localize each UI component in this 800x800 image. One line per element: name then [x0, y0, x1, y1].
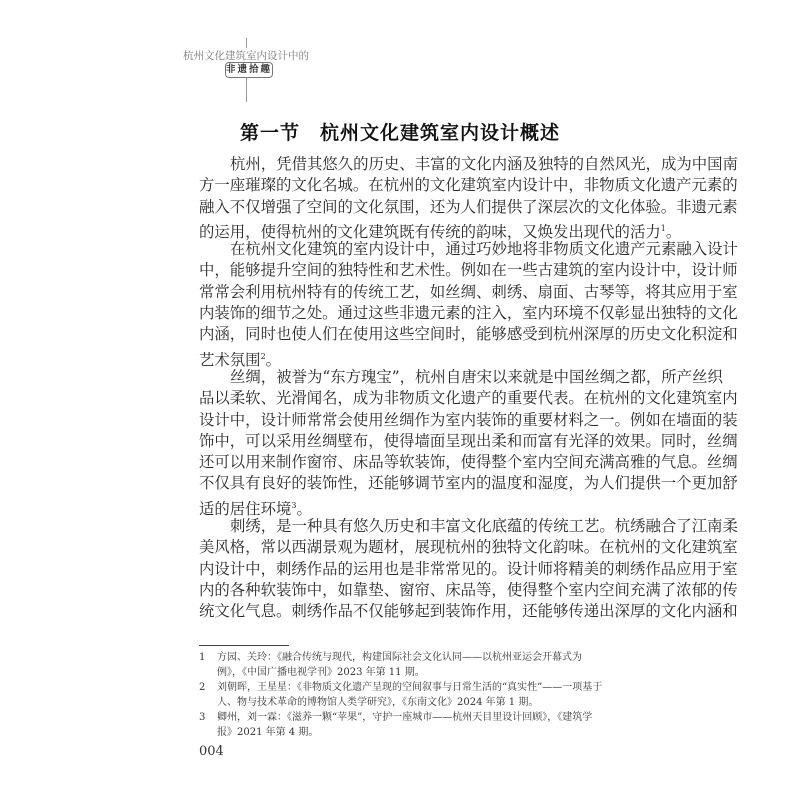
- paragraph: [199, 516, 738, 622]
- footnote-number: 2: [199, 682, 206, 693]
- text-line: [199, 410, 738, 431]
- footnote: [199, 711, 606, 740]
- line-text: 常常会利用杭州特有的传统工艺，如丝绸、刺绣、扇面、古琴等，将其应用于室: [199, 282, 738, 301]
- text-line: [199, 260, 738, 281]
- paragraph: [199, 367, 738, 518]
- text-line: [199, 580, 738, 601]
- line-text: 艺术氛围: [199, 350, 261, 369]
- footnote-text: 卿州，刘一霖：《滋养一颗“苹果”，守护一座城市——杭州天目里设计回顾》，《建筑学报》2021 年第 4 期。: [217, 712, 593, 738]
- footnote-text: 刘朝晖，王星星：《非物质文化遗产呈现的空间叙事与日常生活的“真实性”——一项基于人、物与技术革命的博物馆人类学研究》，《东南文化》2024 年第 1 期。: [217, 682, 603, 708]
- line-text: 还可以用来制作窗帘、床品等软装饰，使得整个室内空间充满高雅的气息。丝绸: [199, 453, 738, 472]
- text-line: [199, 324, 738, 345]
- text-line: [199, 601, 738, 622]
- paragraph: [199, 154, 738, 242]
- header-divider: [246, 38, 247, 48]
- line-text: 内设计中，刺绣作品的运用也是非常常见的。设计师将精美的刺绣作品应用于室: [199, 559, 738, 578]
- footnote-ref[interactable]: 2: [260, 351, 266, 361]
- line-text: 刺绣，是一种具有悠久历史和丰富文化底蕴的传统工艺。杭绣融合了江南柔: [230, 517, 738, 536]
- footnote: [199, 681, 606, 710]
- text-line: [199, 218, 682, 242]
- text-line: [199, 367, 723, 388]
- line-text: 适的居住环境: [199, 499, 292, 518]
- line-text: 丝绸，被誉为“东方瑰宝”，杭州自唐宋以来就是中国丝绸之都，所产丝织: [230, 367, 723, 386]
- footnote-text: 方园、关玲：《融合传统与现代，构建国际社会文化认同——以杭州亚运会开幕式为例》，《中国广播电视学刊》2023 年第 11 期。: [217, 652, 582, 678]
- footnote: [199, 651, 606, 680]
- text-line: [199, 431, 738, 452]
- line-text: 设计中，设计师常常会使用丝绸作为室内装饰的重要材料之一。例如在墙面的装: [199, 410, 738, 429]
- paragraph: [199, 239, 738, 369]
- line-text: 品以柔软、光滑闻名，成为非物质文化遗产的重要代表。在杭州的文化建筑室内: [199, 389, 738, 408]
- line-text: 在杭州文化建筑的室内设计中，通过巧妙地将非物质文化遗产元素融入设计: [230, 240, 738, 259]
- body-text: [199, 154, 738, 623]
- line-text: 杭州，凭借其悠久的历史、丰富的文化内涵及独特的自然风光，成为中国南: [230, 155, 738, 173]
- text-line: [199, 452, 738, 473]
- text-line: [199, 388, 738, 409]
- footnotes: [199, 651, 606, 741]
- text-line: [199, 495, 606, 516]
- section-title: 第一节 杭州文化建筑室内设计概述: [239, 122, 560, 144]
- running-header-series: 非遗拾趣: [225, 62, 273, 78]
- line-text: 内的各种软装饰中，如靠垫、窗帘、床品等，使得整个室内空间充满了浓郁的传: [199, 580, 738, 599]
- text-line: [199, 559, 738, 580]
- header-divider: [246, 78, 247, 102]
- text-line: [199, 282, 738, 303]
- footnote-number: 1: [199, 652, 206, 663]
- line-text: 融入不仅增强了空间的文化氛围，还为人们提供了深层次的文化体验。非遗元素: [199, 197, 738, 216]
- text-line: [199, 197, 738, 218]
- line-text: 统文化气息。刺绣作品不仅能够起到装饰作用，还能够传递出深厚的文化内涵和: [199, 602, 738, 621]
- line-text: 中，能够提升空间的独特性和艺术性。例如在一些古建筑的室内设计中，设计师: [199, 261, 738, 280]
- footnote-rule: [199, 645, 289, 646]
- text-line: [199, 473, 738, 494]
- text-line: [199, 303, 738, 324]
- footnote-ref[interactable]: 3: [291, 500, 297, 510]
- line-text: 方一座璀璨的文化名城。在杭州的文化建筑室内设计中，非物质文化遗产元素的: [199, 176, 738, 195]
- punctuation: 。: [296, 499, 312, 518]
- page-number: 004: [199, 744, 224, 759]
- line-text: 饰中，可以采用丝绸壁布，使得墙面呈现出柔和而富有光泽的效果。同时，丝绸: [199, 431, 738, 450]
- text-line: [199, 154, 738, 175]
- punctuation: 。: [265, 350, 282, 369]
- text-line: [199, 175, 738, 196]
- line-text: 美风格，常以西湖景观为题材，展现杭州的独特文化韵味。在杭州的文化建筑室: [199, 538, 738, 557]
- text-line: [199, 516, 738, 537]
- line-text: 的运用，使得杭州的文化建筑既有传统的韵味，又焕发出现代的活力: [199, 223, 661, 242]
- footnote-ref[interactable]: 1: [660, 223, 666, 233]
- line-text: 不仅具有良好的装饰性，还能够调节室内的温度和湿度，为人们提供一个更加舒: [199, 474, 738, 493]
- footnote-number: 3: [199, 712, 206, 723]
- text-line: [199, 346, 606, 367]
- line-text: 内装饰的细节之处。通过这些非遗元素的注入，室内环境不仅彰显出独特的文化: [199, 304, 738, 323]
- text-line: [199, 537, 738, 558]
- running-header-title: 杭州文化建筑室内设计中的: [183, 50, 309, 62]
- line-text: 内涵，同时也使人们在使用这些空间时，能够感受到杭州深厚的历史文化积淀和: [199, 325, 738, 344]
- text-line: [199, 239, 738, 260]
- punctuation: 。: [665, 223, 682, 242]
